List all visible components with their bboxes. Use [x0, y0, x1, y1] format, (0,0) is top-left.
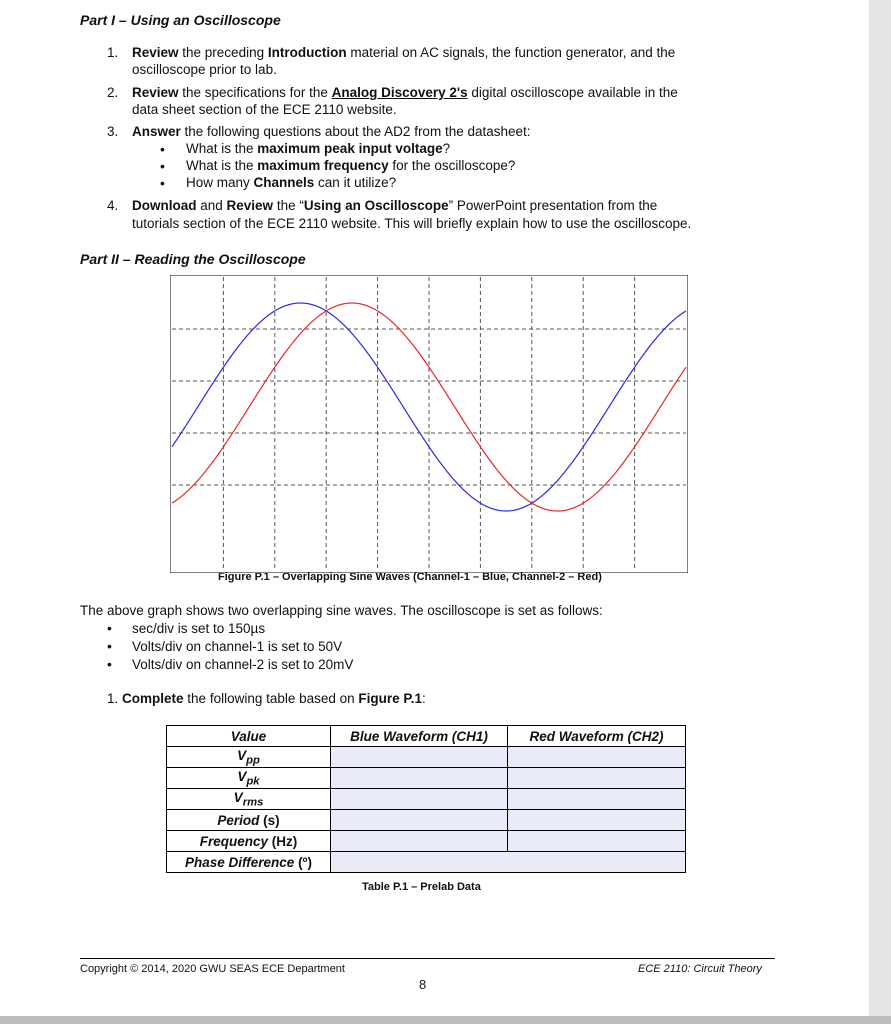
setting-ch2-volts: Volts/div on channel-2 is set to 20mV [132, 657, 354, 672]
item-1-number: 1. [107, 45, 119, 60]
cell-ch1-vpp[interactable] [331, 747, 508, 768]
item-1-text-a: the preceding [178, 45, 268, 60]
bullet-dot: • [160, 141, 165, 157]
item-4-number: 4. [107, 198, 119, 213]
table-row [167, 747, 686, 768]
item-1-introduction: Introduction [267, 45, 347, 60]
cell-ch2-frequency[interactable] [508, 831, 686, 852]
item-3-text: the following questions about the AD2 from the datasheet: [180, 124, 531, 139]
q3-post: can it utilize? [314, 175, 397, 190]
cell-ch2-period[interactable] [508, 810, 686, 831]
bullet-dot: • [160, 175, 165, 191]
header-red-waveform: Red Waveform (CH2) [508, 726, 686, 747]
item-4-review: Review [226, 198, 274, 213]
figure-caption: Figure P.1 – Overlapping Sine Waves (Channel-1 – Blue, Channel-2 – Red) [218, 571, 602, 583]
task-complete: Complete [122, 691, 184, 706]
row-label-vpk: $V_{pk}$ [167, 768, 331, 789]
page-number: 8 [419, 977, 427, 992]
q1-post: ? [442, 141, 451, 156]
table-row [167, 789, 686, 810]
table-row [167, 810, 686, 831]
table-instruction [107, 690, 426, 707]
settings-intro: The above graph shows two overlapping sine waves. The oscilloscope is set as follows: [80, 603, 603, 618]
cell-ch1-vpk[interactable] [331, 768, 508, 789]
task-mid: the following table based on [183, 691, 359, 706]
item-2-text-b: digital oscilloscope available in the [467, 85, 678, 100]
item-4-line-1 [132, 197, 657, 214]
row-label-vrms: $V_{rms}$ [167, 789, 331, 810]
item-3-number: 3. [107, 124, 119, 139]
item-4-line-2: tutorials section of the ECE 2110 website. This will briefly explain how to use the oscilloscope. [132, 216, 692, 231]
oscilloscope-figure [170, 275, 688, 573]
cell-phase-difference[interactable] [331, 852, 686, 873]
item-2-line-1 [132, 84, 678, 101]
item-2-review: Review [132, 85, 179, 100]
q2-pre: What is the [186, 158, 258, 173]
item-4-download: Download [132, 198, 197, 213]
item-1-line-1 [132, 44, 675, 61]
question-peak-voltage [186, 140, 450, 157]
header-blue-waveform: Blue Waveform (CH1) [331, 726, 508, 747]
item-2-number: 2. [107, 85, 119, 100]
item-4-and: and [196, 198, 227, 213]
cell-ch2-vpp[interactable] [508, 747, 686, 768]
viewer-scroll-gutter[interactable] [869, 0, 891, 1024]
cell-ch1-vrms[interactable] [331, 789, 508, 810]
footer-course: ECE 2110: Circuit Theory [638, 963, 762, 975]
bullet-dot: • [107, 620, 112, 636]
header-value: Value [167, 726, 331, 747]
footer-divider [80, 958, 775, 959]
q1-bold: maximum peak input voltage [257, 141, 443, 156]
table-header-row [167, 726, 686, 747]
item-1-review: Review [132, 45, 179, 60]
question-channels [186, 174, 396, 191]
setting-ch1-volts: Volts/div on channel-1 is set to 50V [132, 639, 343, 654]
item-4-title: Using an Oscilloscope [303, 198, 449, 213]
q3-bold: Channels [253, 175, 315, 190]
analog-discovery-link[interactable]: Analog Discovery 2's [331, 85, 468, 100]
setting-sec-div: sec/div is set to 150µs [132, 621, 266, 636]
item-3-answer: Answer [132, 124, 181, 139]
task-end: : [421, 691, 426, 706]
item-4-the: the “ [273, 198, 304, 213]
bullet-dot: • [160, 158, 165, 174]
row-label-vpp: $V_{pp}$ [167, 747, 331, 768]
bullet-dot: • [107, 656, 112, 672]
cell-ch2-vpk[interactable] [508, 768, 686, 789]
cell-ch2-vrms[interactable] [508, 789, 686, 810]
part1-heading: Part I – Using an Oscilloscope [80, 12, 281, 28]
table-row [167, 831, 686, 852]
table-row [167, 852, 686, 873]
task-figure-ref: Figure P.1 [358, 691, 422, 706]
footer-copyright: Copyright © 2014, 2020 GWU SEAS ECE Department [80, 963, 345, 975]
viewer-bottom-edge [0, 1016, 891, 1024]
item-4-rest: ” PowerPoint presentation from the [448, 198, 658, 213]
table-caption: Table P.1 – Prelab Data [362, 881, 481, 893]
q2-bold: maximum frequency [257, 158, 389, 173]
bullet-dot: • [107, 638, 112, 654]
item-1-text-b: material on AC signals, the function generator, and the [346, 45, 676, 60]
cell-ch1-period[interactable] [331, 810, 508, 831]
table-row [167, 768, 686, 789]
item-2-line-2: data sheet section of the ECE 2110 website. [132, 102, 397, 117]
row-label-period: Period (s) [167, 810, 331, 831]
q3-pre: How many [186, 175, 254, 190]
item-3-line-1 [132, 123, 531, 140]
row-label-frequency: Frequency (Hz) [167, 831, 331, 852]
row-label-phase-difference: Phase Difference (º) [167, 852, 331, 873]
item-2-text-a: the specifications for the [178, 85, 332, 100]
part2-heading: Part II – Reading the Oscilloscope [80, 251, 306, 267]
item-1-line-2: oscilloscope prior to lab. [132, 62, 277, 77]
q1-pre: What is the [186, 141, 258, 156]
prelab-data-table [166, 725, 686, 873]
cell-ch1-frequency[interactable] [331, 831, 508, 852]
task-number: 1. [107, 691, 119, 706]
q2-post: for the oscilloscope? [388, 158, 516, 173]
question-max-frequency [186, 157, 515, 174]
